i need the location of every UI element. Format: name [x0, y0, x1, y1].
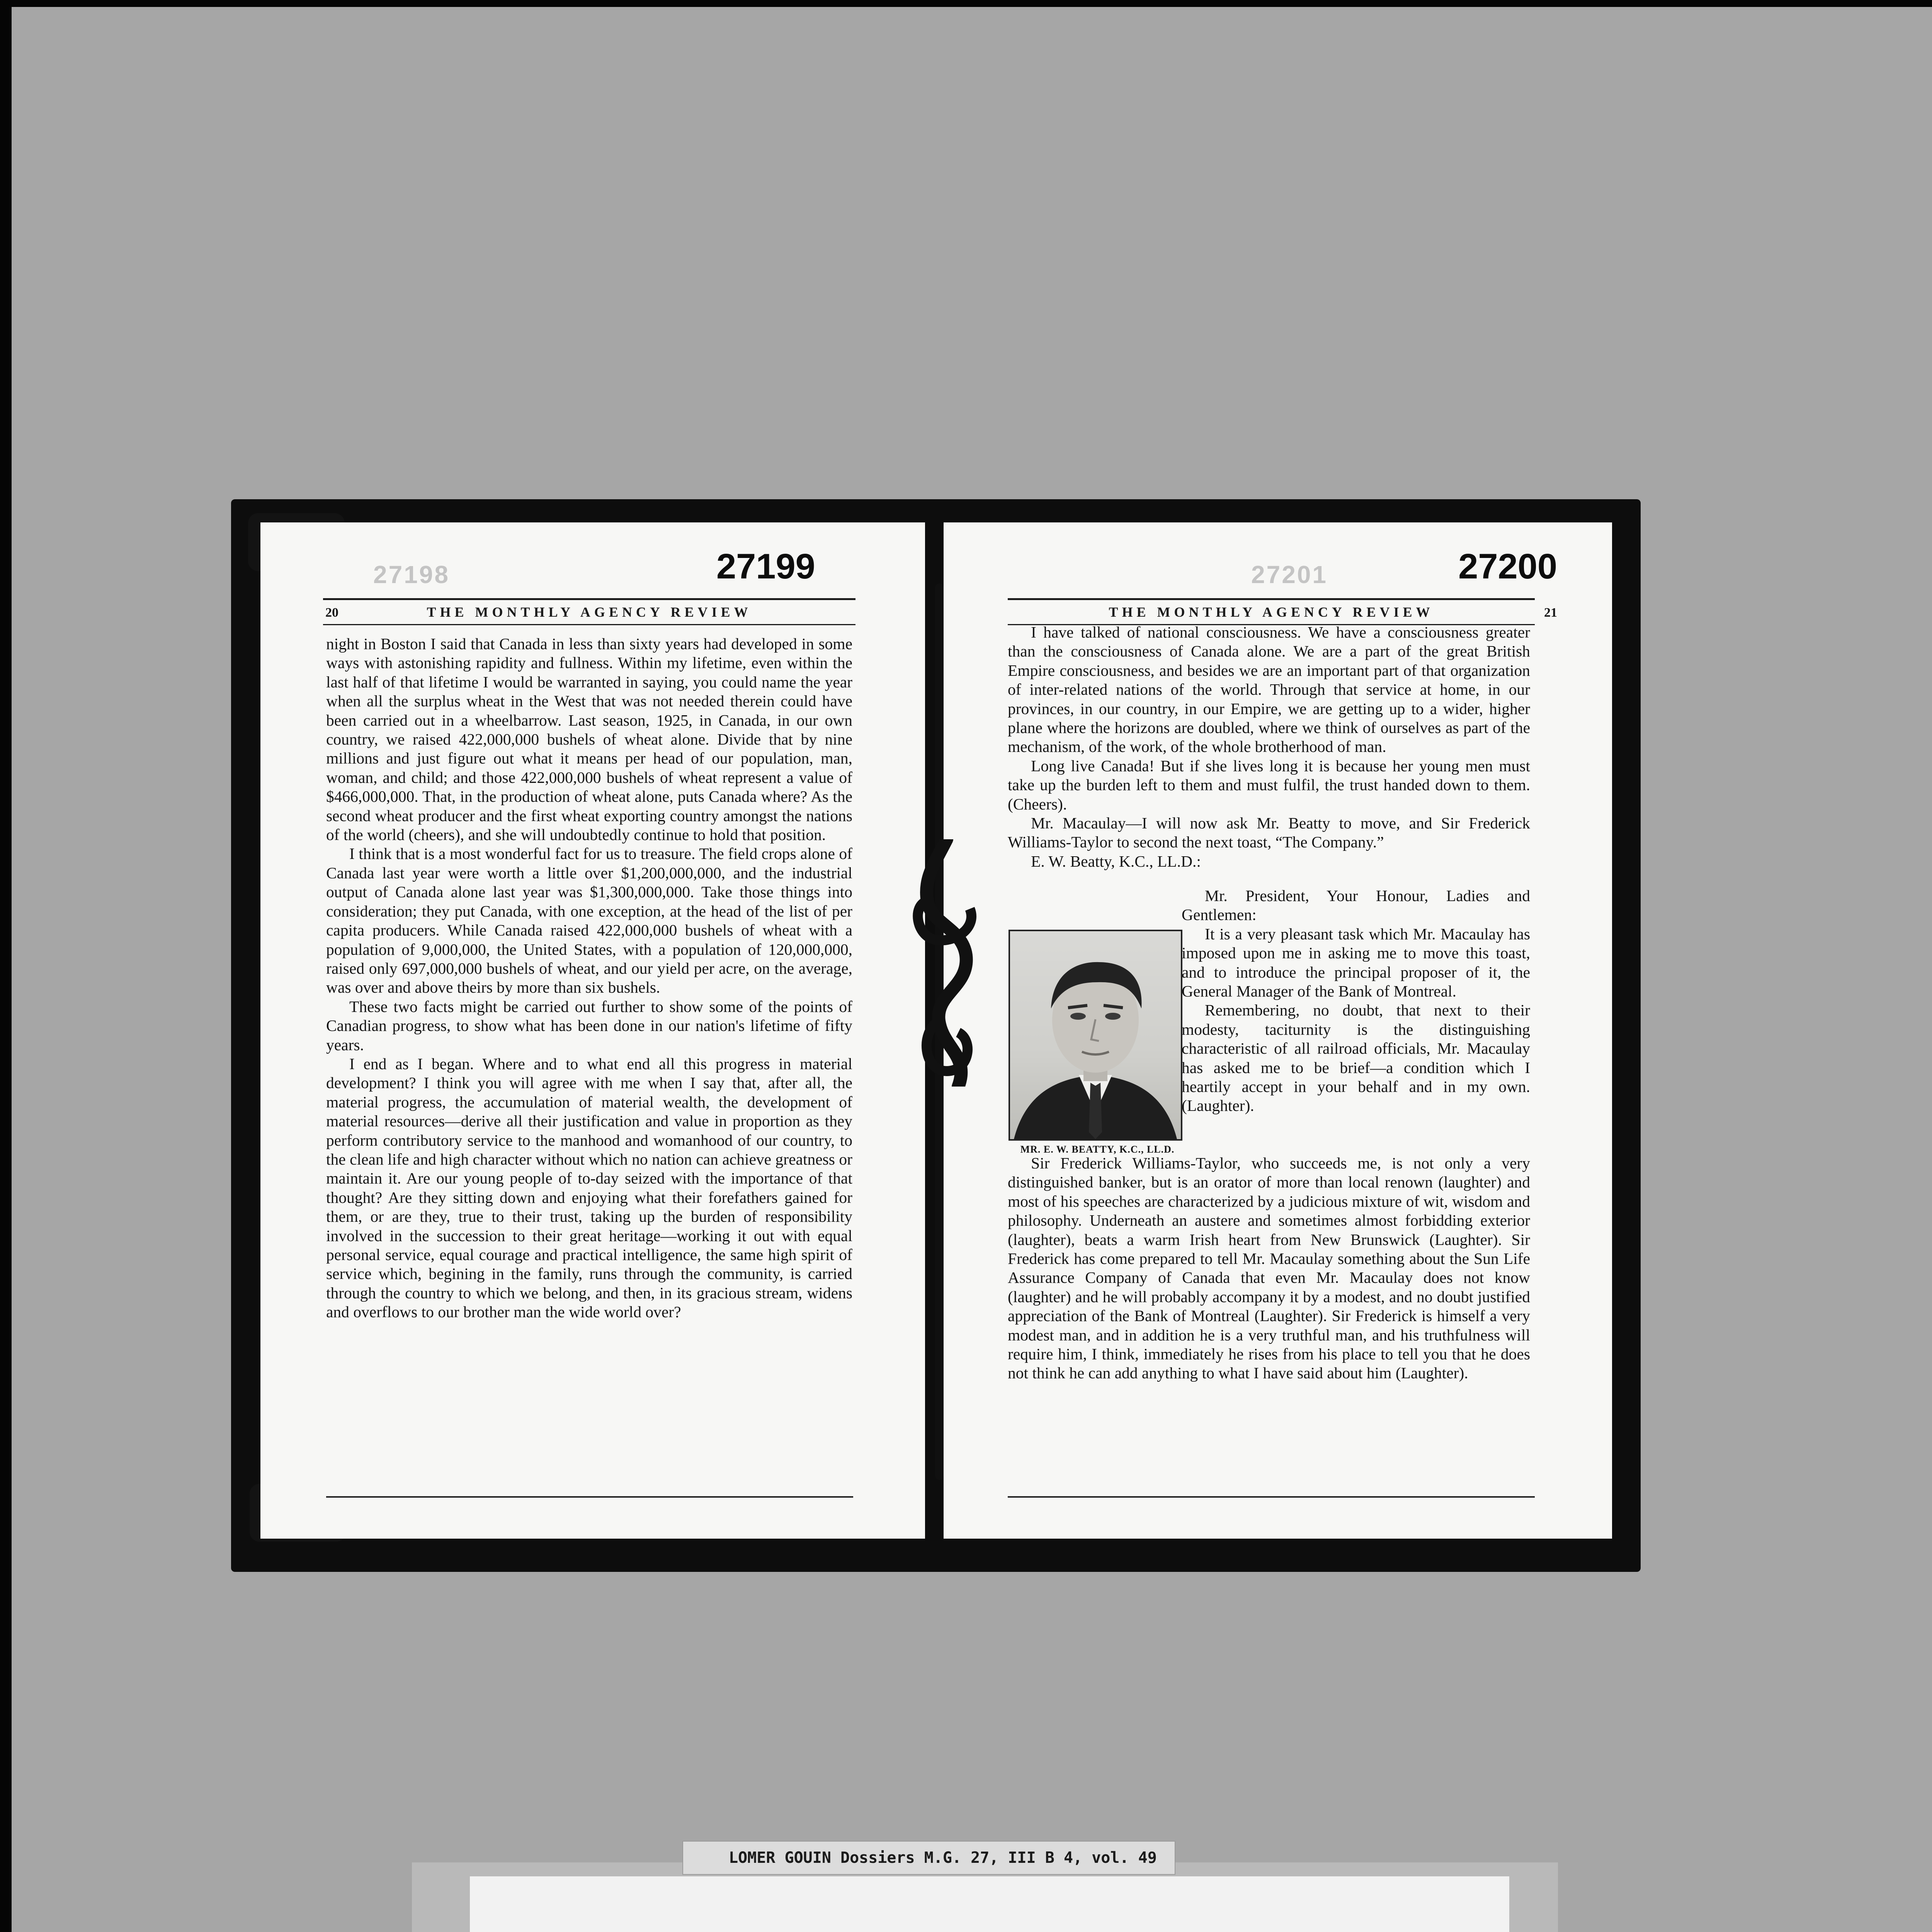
page-number: 21 — [1544, 605, 1557, 620]
paragraph: I think that is a most wonderful fact for us to treasure. The field crops alone of Canada last year were worth a little over $1,200,000,000, and the industrial output of Canada alone last year was $1,300,000,000. Take those things into consideration; they put Canada, with one exception, at the head of the list of per capita producers. While Canada raised 422,000,000 bushels of wheat with a population of 9,000,000, the United States, with a population of 120,000,000, raised only 697,000,000 bushels of wheat, and our yield per acre, on the average, was over and above theirs by more than six bushels. — [326, 845, 852, 997]
paragraph: Mr. Macaulay—I will now ask Mr. Beatty to move, and Sir Frederick Williams-Taylor to second the next toast, “The Company.” — [1008, 814, 1530, 851]
portrait-caption: MR. E. W. BEATTY, K.C., LL.D. — [1020, 1144, 1175, 1155]
speaker-heading: E. W. Beatty, K.C., LL.D.: — [1031, 852, 1201, 870]
right-page-body-bottom — [1008, 1154, 1530, 1383]
paragraph: Long live Canada! But if she lives long it is because her young men must take up the burden left to them and must fulfil, the trust handed down to them. (Cheers). — [1008, 757, 1530, 813]
right-page — [944, 522, 1612, 1539]
footer-rule — [1008, 1496, 1535, 1498]
paragraph: I have talked of national consciousness. We have a consciousness greater than the consciousness of Canada alone. We are a part of the great British Empire consciousness, and besides we are an important part of that organization of inter-related nations of the world. Through that service at home, in our provinces, in our country, in our Empire, we are getting up to a wider, higher plane where the horizons are doubled, where we think of ourselves as part of the mechanism, of the work, of the whole brotherhood of man. — [1008, 623, 1530, 756]
dossier-reference: LOMER GOUIN Dossiers M.G. 27, III B 4, vol. 49 — [729, 1849, 1157, 1867]
man-portrait-icon — [1010, 931, 1181, 1139]
right-page-body-top — [1008, 623, 1530, 871]
paragraph: I end as I began. Where and to what end all this progress in material development? I think you will agree with me when I say that, after all, the material progress, the accumulation of material wealth, the development of material resources—derive all their justification and value in proportion as they perform contributory service to the manhood and womanhood of our country, to the clean life and high character without which no nation can achieve greatness or maintain it. Are our young people of to-day seized with the importance of that thought? Are they sitting down and enjoying what their forefathers gained for them, or are they, true to their trust, taking up the burden of responsibility involved in the succession to their great heritage—working it out with equal personal service, equal courage and practical intelligence, the same high spirit of service which, begining in the family, runs through the community, is carried through the country to which we belong, and then, in its gracious stream, widens and overflows to our brother man the wide world over? — [326, 1054, 852, 1321]
faded-page-stamp: 27198 — [373, 561, 450, 588]
paragraph: night in Boston I said that Canada in less than sixty years had developed in some ways with astonishing rapidity and fullness. Within my lifetime, even within the last half of that lifetime I would be warranted in saying, you could name the year when all the surplus wheat in the West that was not needed therein could have been carried out in a wheelbarrow. Last season, 1925, in Canada, in our own country, we raised 422,000,000 bushels of wheat alone. Divide that by nine millions and just figure out what it means per head of our population, man, woman, and child; and those 422,000,000 bushels of wheat represent a value of $466,000,000. That, in the production of wheat alone, puts Canada where? As the second wheat producer and the first wheat exporting country amongst the nations of the world (cheers), and she will undoubtedly continue to hold that position. — [326, 635, 852, 844]
page-number: 20 — [325, 605, 338, 620]
paragraph: Mr. President, Your Honour, Ladies and Gentlemen: — [1182, 887, 1530, 924]
footer-rule — [326, 1496, 853, 1498]
paragraph: Remembering, no doubt, that next to their modesty, taciturnity is the distinguishing characteristic of all railroad officials, Mr. Macaulay has asked me to be brief—a condition which I heartily accept in your behalf and in my own. (Laughter). — [1182, 1001, 1530, 1115]
film-edge-top — [0, 0, 1932, 7]
paragraph: These two facts might be carried out further to show some of the points of Canadian progress, to show what has been done in our nation's lifetime of fifty years. — [326, 997, 852, 1054]
portrait-figure — [1009, 930, 1182, 1154]
faded-page-stamp: 27201 — [1251, 561, 1328, 588]
page-stamp-number: 27200 — [1458, 547, 1557, 586]
portrait-photo — [1009, 930, 1182, 1141]
binding-ribbon-icon — [912, 839, 981, 1087]
paragraph: Sir Frederick Williams-Taylor, who succeeds me, is not only a very distinguished banker, but is an orator of more than local renown (laughter) and most of his speeches are characterized by a judicious mixture of wit, wisdom and philosophy. Underneath an austere and sometimes almost forbidding exterior (laughter), beats a warm Irish heart from New Brunswick (Laughter). Sir Frederick has come prepared to tell Mr. Macaulay something about the Sun Life Assurance Company of Canada that even Mr. Macaulay does not know (laughter) and he will probably accompany it by a modest, and no doubt justified appreciation of the Bank of Montreal (Laughter). Sir Frederick is himself a very modest man, and in addition he is a very truthful man, and his truthfulness will require him, I think, immediately he rises from his place to tell you that he does not think he can add anything to what I have said about him (Laughter). — [1008, 1154, 1530, 1382]
public-archives-label — [470, 1876, 1509, 1932]
running-head: THE MONTHLY AGENCY REVIEW — [427, 604, 752, 620]
page-stamp-number: 27199 — [716, 547, 815, 586]
running-head: THE MONTHLY AGENCY REVIEW — [1109, 604, 1434, 620]
left-page — [260, 522, 925, 1539]
right-page-body-beside-portrait — [1182, 886, 1530, 1116]
open-booklet — [231, 499, 1641, 1572]
page-header — [1008, 598, 1557, 625]
paragraph: It is a very pleasant task which Mr. Macaulay has imposed upon me in asking me to move this toast, and to introduce the principal proposer of it, the General Manager of the Bank of Montreal. — [1182, 925, 1530, 1000]
dossier-strip-label — [682, 1841, 1175, 1875]
film-edge-left — [0, 0, 12, 1932]
page-header — [323, 598, 855, 625]
left-page-body — [326, 634, 852, 1322]
